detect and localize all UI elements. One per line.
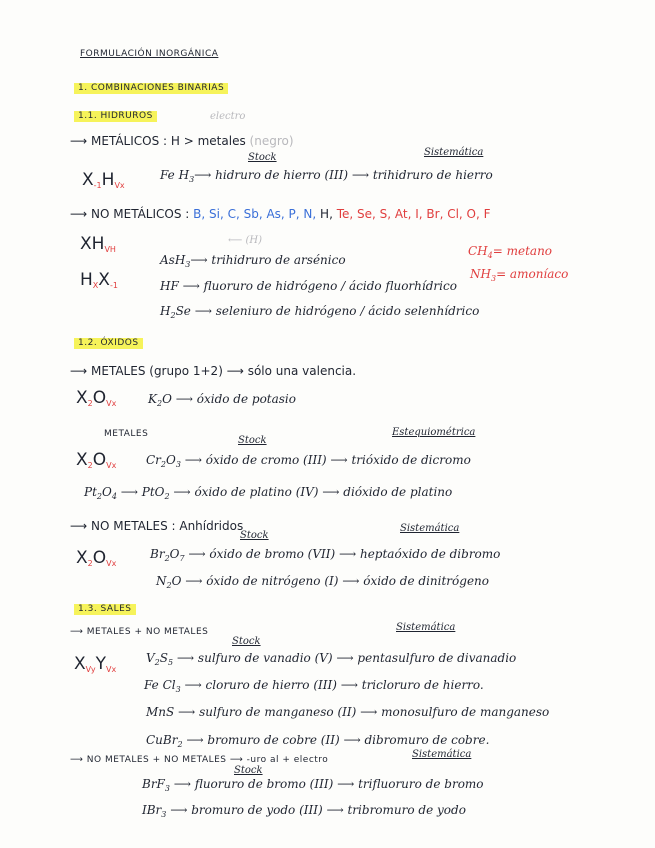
nometalicos-h: H,: [320, 207, 333, 221]
cubr2-formula: CuBr: [146, 733, 178, 747]
pt2o4-sub1: 2: [96, 492, 102, 501]
ch4-sub: 4: [487, 251, 493, 260]
metalicos-text: ⟶ METÁLICOS : H > metales: [70, 134, 246, 148]
cr2o3-sub2: 3: [175, 460, 181, 469]
cr2o3-names: ⟶ óxido de cromo (III) ⟶ trióxido de dicromo: [180, 453, 471, 467]
formula-hx-general: [80, 272, 118, 289]
hidruros-nometalicos-label: [70, 208, 491, 220]
sal-stock-label: Stock: [232, 636, 261, 647]
formula-hx-x: X: [98, 270, 110, 290]
formula-sub-vh: VH: [104, 245, 116, 254]
ox3-formula-sub2: 2: [87, 559, 93, 568]
n2o-n: N: [156, 574, 167, 588]
sal-formula-x: X: [74, 654, 86, 674]
ox2-stock-label: Stock: [240, 530, 269, 541]
v2s5-v: V: [146, 651, 155, 665]
pt-names: ⟶ óxido de platino (IV) ⟶ dióxido de platino: [169, 485, 453, 499]
ash3-sub: 3: [185, 260, 191, 269]
formula-xo-metales: [76, 452, 116, 469]
pto2-sub: 2: [164, 492, 170, 501]
sal-formula-y: Y: [95, 654, 107, 674]
nometalicos-red-elements: Te, Se, S, At, I, Br, Cl, O, F: [336, 207, 491, 221]
formula-x: X: [82, 170, 94, 190]
feh3-line: [160, 168, 493, 184]
ch4-name: = metano: [492, 244, 553, 258]
h2se-h: H: [160, 304, 171, 318]
formula-sub-1: -1: [93, 181, 102, 190]
v2s5-names: ⟶ sulfuro de vanadio (V) ⟶ pentasulfuro de divanadio: [173, 651, 517, 665]
n2o-names: O ⟶ óxido de nitrógeno (I) ⟶ óxido de dinitrógeno: [171, 574, 490, 588]
fecl3-formula: Fe Cl: [144, 678, 176, 692]
section-1-1-heading: 1.1. HIDRUROS: [74, 111, 157, 122]
cr2o3-o: O: [166, 453, 176, 467]
ibr3-sub: 3: [161, 810, 167, 819]
formula-h2: H: [91, 234, 105, 254]
v2s5-line: [146, 651, 517, 667]
formula-hx-sub1: X: [92, 281, 99, 290]
stock-label: Stock: [248, 152, 277, 163]
br2o7-line: [150, 547, 501, 563]
ox2-formula-o: O: [92, 450, 107, 470]
fecl3-line: [144, 678, 484, 694]
sal2-stock-label: Stock: [234, 765, 263, 776]
ox-formula-o: O: [92, 388, 107, 408]
sal-formula-vy: Vy: [85, 665, 96, 674]
section-1-heading: 1. COMBINACIONES BINARIAS: [74, 83, 228, 94]
cubr2-sub: 2: [177, 740, 183, 749]
cubr2-names: ⟶ bromuro de cobre (II) ⟶ dibromuro de cobre.: [182, 733, 490, 747]
br2o7-names: ⟶ óxido de bromo (VII) ⟶ heptaóxido de dibromo: [184, 547, 501, 561]
k2o-k: K: [148, 392, 157, 406]
nh3-formula: NH: [470, 267, 491, 281]
nh3-sub: 3: [490, 274, 497, 283]
nh3-note: [470, 267, 569, 283]
oxidos-metales-grupo: ⟶ METALES (grupo 1+2) ⟶ sólo una valencia.: [70, 364, 357, 378]
formula-hx-h: H: [80, 270, 93, 290]
n2o-line: [156, 574, 490, 590]
oxidos-nometales-label: ⟶ NO METALES : Anhídridos: [70, 519, 244, 533]
nometalicos-blue-elements: B, Si, C, Sb, As, P, N,: [193, 207, 317, 221]
section-1-2-heading: 1.2. ÓXIDOS: [74, 338, 143, 349]
br2o7-sub2: 7: [179, 554, 185, 563]
estequiometrica-label: Estequiométrica: [392, 427, 476, 438]
cr2o3-cr: Cr: [146, 453, 161, 467]
formula-xo-nometales: [76, 550, 116, 567]
formula-xh-general: [82, 172, 125, 189]
sal-sistematica-label: Sistemática: [396, 622, 456, 633]
pt2o4-pt: Pt: [84, 485, 97, 499]
sistematica-label: Sistemática: [424, 147, 484, 158]
cr2o3-sub1: 2: [160, 460, 167, 469]
v2s5-s: S: [159, 651, 168, 665]
brf3-formula: BrF: [142, 777, 165, 791]
mns-line: MnS ⟶ sulfuro de manganeso (II) ⟶ monosulfuro de manganeso: [146, 705, 550, 719]
h2se-sub: 2: [170, 311, 176, 320]
pt2o4-sub2: 4: [111, 492, 117, 501]
feh3-names: ⟶ hidruro de hierro (III) ⟶ trihidruro de hierro: [194, 168, 493, 182]
ox-formula-vx: Vx: [106, 399, 117, 408]
formula-sub-vx: Vx: [114, 181, 125, 190]
ox-formula-sub2: 2: [87, 399, 93, 408]
pto2-formula: ⟶ PtO: [116, 485, 165, 499]
oxidos-metales-label: METALES: [104, 429, 149, 439]
pt-line: [84, 485, 453, 501]
sales-met-nomet-label: ⟶ METALES + NO METALES: [70, 627, 209, 637]
feh3-sub: 3: [189, 175, 195, 184]
ash3-names: ⟶ trihidruro de arsénico: [190, 253, 346, 267]
formula-h: H: [101, 170, 115, 190]
brf3-line: [142, 777, 484, 793]
br2o7-o: O: [169, 547, 180, 561]
ox3-formula-o: O: [92, 548, 107, 568]
ox3-formula-vx: Vx: [106, 559, 117, 568]
cr2o3-line: [146, 453, 471, 469]
ox-stock-label: Stock: [238, 435, 267, 446]
ox3-formula-x: X: [76, 548, 88, 568]
fecl3-sub: 3: [175, 685, 181, 694]
hf-line: HF ⟶ fluoruro de hidrógeno / ácido fluorhídrico: [160, 279, 457, 293]
br2o7-br: Br: [150, 547, 165, 561]
cubr2-line: [146, 733, 490, 749]
brf3-sub: 3: [164, 784, 170, 793]
v2s5-sub2: 5: [168, 658, 174, 667]
ibr3-names: ⟶ bromuro de yodo (III) ⟶ tribromuro de yodo: [166, 803, 466, 817]
ch4-note: [468, 244, 553, 260]
arrow-h-note: ⟵ (H): [228, 235, 263, 246]
ox-formula-x: X: [76, 388, 88, 408]
n2o-sub: 2: [166, 581, 172, 590]
h2se-line: [160, 304, 480, 320]
k2o-names: O ⟶ óxido de potasio: [162, 392, 296, 406]
page-title: FORMULACIÓN INORGÁNICA: [80, 49, 219, 59]
ox2-formula-vx: Vx: [106, 461, 117, 470]
formula-xh-nometal: [80, 236, 116, 253]
section-1-3-heading: 1.3. SALES: [74, 604, 136, 615]
sal2-sistematica-label: Sistemática: [412, 749, 472, 760]
formula-xy-general: [74, 656, 116, 673]
formula-xo-general: [76, 390, 116, 407]
ox2-formula-x: X: [76, 450, 88, 470]
ibr3-line: [142, 803, 466, 819]
br2o7-sub1: 2: [164, 554, 170, 563]
ox2-formula-sub2: 2: [87, 461, 93, 470]
nh3-name: = amoníaco: [496, 267, 569, 281]
sal-formula-vx: Vx: [106, 665, 117, 674]
ibr3-formula: IBr: [142, 803, 162, 817]
metalicos-note: (negro): [249, 134, 294, 148]
nometalicos-text: ⟶ NO METÁLICOS :: [70, 207, 190, 221]
v2s5-sub1: 2: [154, 658, 160, 667]
formula-x2: X: [80, 234, 92, 254]
k2o-line: [148, 392, 296, 408]
ash3-formula: AsH: [160, 253, 186, 267]
formula-hx-sub2: -1: [109, 281, 118, 290]
pt2o4-o: O: [102, 485, 112, 499]
ch4-formula: CH: [468, 244, 488, 258]
electro-note: electro: [210, 111, 246, 122]
hidruros-metalicos-label: [70, 135, 294, 147]
h2se-names: Se ⟶ seleniuro de hidrógeno / ácido selenhídrico: [175, 304, 480, 318]
ash3-line: [160, 253, 346, 269]
ox-sistematica-label: Sistemática: [400, 523, 460, 534]
k2o-sub: 2: [156, 399, 163, 408]
sales-nomet-nomet-label: ⟶ NO METALES + NO METALES ⟶ -uro al + electro: [70, 755, 329, 765]
brf3-names: ⟶ fluoruro de bromo (III) ⟶ trifluoruro de bromo: [169, 777, 484, 791]
feh3-formula: Fe H: [160, 168, 190, 182]
fecl3-names: ⟶ cloruro de hierro (III) ⟶ tricloruro de hierro.: [180, 678, 484, 692]
